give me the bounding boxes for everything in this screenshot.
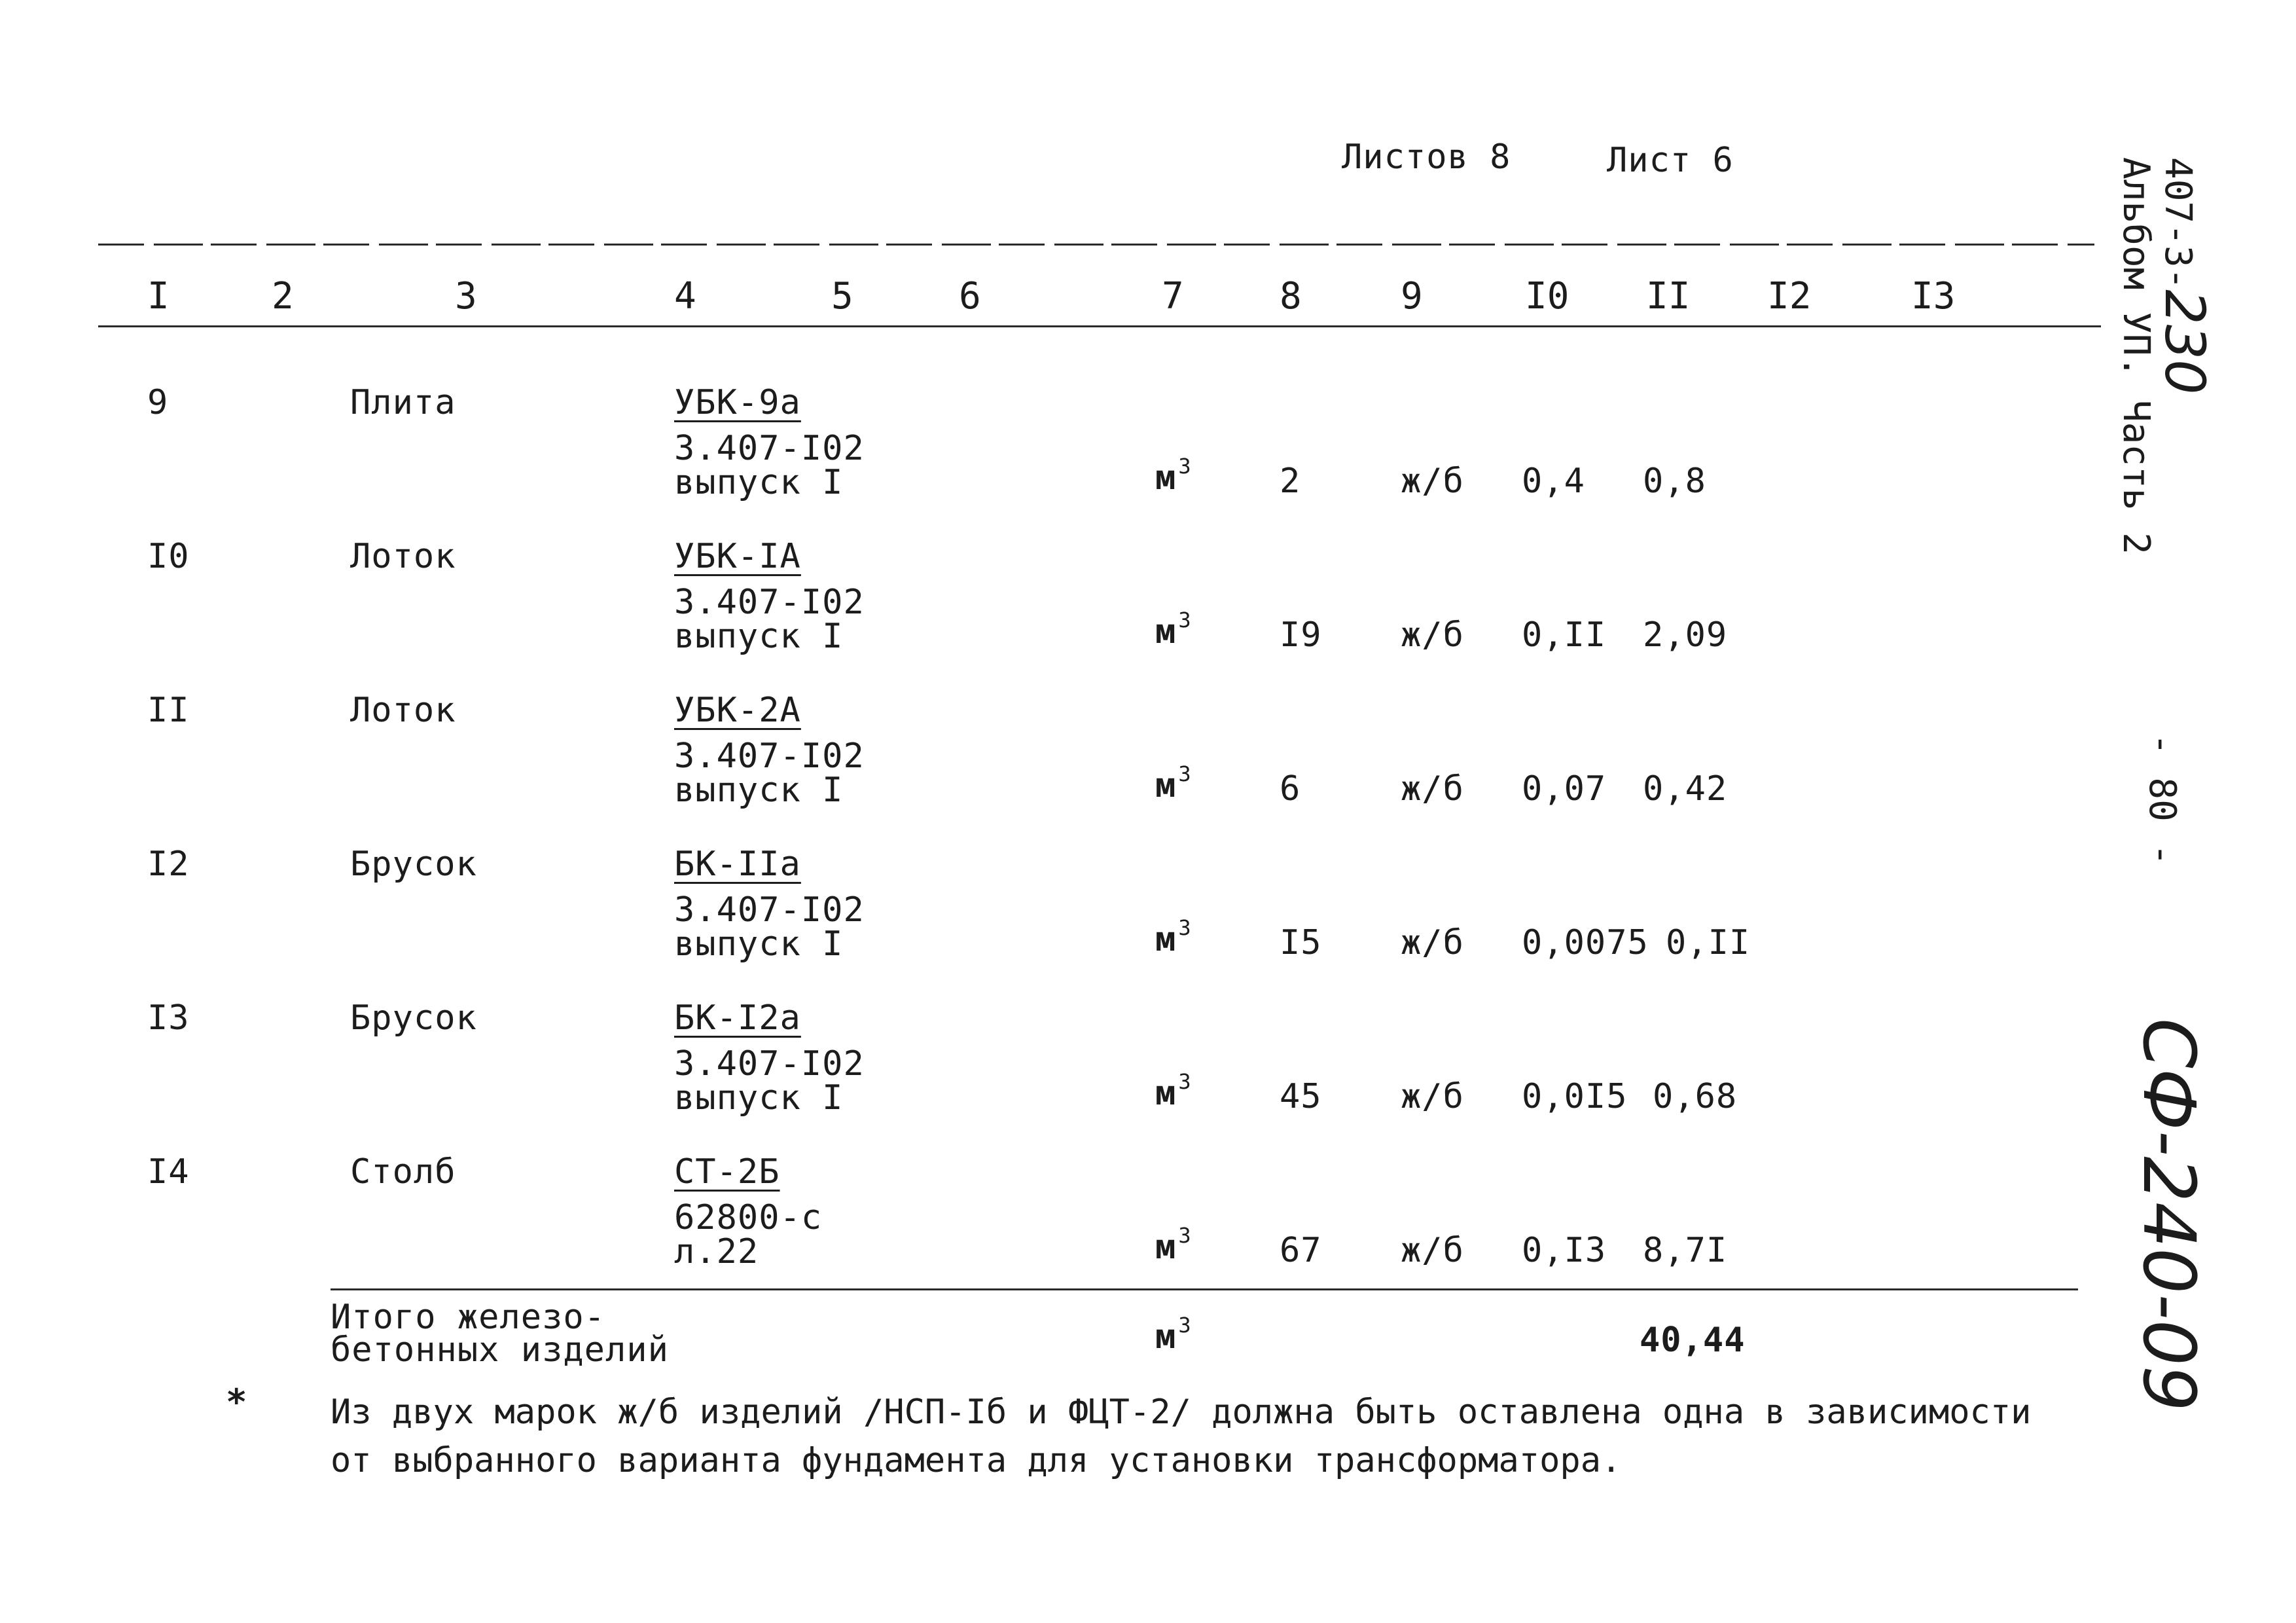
item-name: Брусок	[350, 998, 477, 1038]
item-reference: 62800-с	[674, 1198, 823, 1237]
column-header: I2	[1767, 275, 1812, 318]
item-material: ж/б	[1401, 923, 1464, 962]
item-issue: выпуск I	[674, 463, 844, 502]
row-number: 9	[147, 383, 169, 422]
item-code: УБК-IА	[674, 537, 801, 576]
item-unit-volume: 0,0I5	[1522, 1077, 1628, 1116]
item-issue: выпуск I	[674, 771, 844, 810]
item-reference: 3.407-I02	[674, 737, 865, 776]
item-unit-exponent: 3	[1178, 761, 1191, 786]
item-code: СТ-2Б	[674, 1152, 780, 1192]
column-header: 7	[1162, 275, 1184, 318]
item-total-volume: 0,II	[1666, 923, 1751, 962]
total-label-line1: Итого железо-	[331, 1298, 605, 1337]
item-total-volume: 0,42	[1643, 769, 1728, 809]
item-unit-exponent: 3	[1178, 1223, 1191, 1248]
row-number: I0	[147, 537, 190, 576]
item-unit	[1155, 915, 1191, 959]
item-reference: 3.407-I02	[674, 583, 865, 622]
item-material: ж/б	[1401, 462, 1464, 501]
item-issue: л.22	[674, 1232, 759, 1271]
sheets-total: Листов 8	[1342, 137, 1511, 177]
item-unit-volume: 0,II	[1522, 615, 1607, 655]
column-header: I	[147, 275, 170, 318]
item-name: Столб	[350, 1152, 456, 1192]
item-material: ж/б	[1401, 1231, 1464, 1270]
item-total-volume: 2,09	[1643, 615, 1728, 655]
total-label-line2: бетонных изделий	[331, 1330, 669, 1370]
item-reference: 3.407-I02	[674, 890, 865, 930]
footnote-mark: *	[226, 1381, 247, 1423]
item-unit-volume: 0,I3	[1522, 1231, 1607, 1270]
header-rule	[98, 325, 2101, 327]
column-header: 5	[831, 275, 853, 318]
item-reference: 3.407-I02	[674, 1044, 865, 1084]
column-header: 8	[1280, 275, 1302, 318]
footnote-line1: Из двух марок ж/б изделий /НСП-Iб и ФЦТ-2/ должна быть оставлена одна в зависимости	[331, 1393, 2032, 1432]
item-unit-base: м	[1155, 920, 1176, 959]
item-material: ж/б	[1401, 615, 1464, 655]
item-total-volume: 8,7I	[1643, 1231, 1728, 1270]
item-unit-base: м	[1155, 1074, 1176, 1113]
item-issue: выпуск I	[674, 617, 844, 656]
column-header: 4	[674, 275, 696, 318]
item-issue: выпуск I	[674, 924, 844, 964]
item-quantity: 6	[1280, 769, 1301, 809]
item-reference: 3.407-I02	[674, 429, 865, 468]
column-header: I3	[1911, 275, 1956, 318]
item-unit	[1155, 608, 1191, 651]
row-number: II	[147, 691, 190, 730]
item-name: Лоток	[350, 691, 456, 730]
total-unit: м $^3$	[1155, 1313, 1191, 1357]
sheet-number: Лист 6	[1607, 141, 1734, 180]
column-header: II	[1646, 275, 1691, 318]
item-unit-base: м	[1155, 1228, 1176, 1267]
item-quantity: I9	[1280, 615, 1322, 655]
item-unit-base: м	[1155, 612, 1176, 651]
item-unit-volume: 0,4	[1522, 462, 1585, 501]
item-name: Брусок	[350, 845, 477, 884]
item-code: УБК-2А	[674, 691, 801, 730]
item-code: УБК-9а	[674, 383, 801, 422]
column-header: 9	[1401, 275, 1423, 318]
item-unit-base: м	[1155, 458, 1176, 498]
top-dashed-rule	[98, 244, 2094, 246]
item-unit-exponent: 3	[1178, 608, 1191, 632]
page-number: - 80 -	[2141, 733, 2183, 866]
footnote-line2: от выбранного варианта фундамента для установки трансформатора.	[331, 1441, 1622, 1480]
column-header: 2	[272, 275, 294, 318]
item-unit-exponent: 3	[1178, 915, 1191, 940]
item-issue: выпуск I	[674, 1078, 844, 1118]
item-unit	[1155, 454, 1191, 498]
item-quantity: 45	[1280, 1077, 1322, 1116]
document-code-stamp: 407-3-230 Альбом УП. Часть 2	[2115, 157, 2217, 555]
item-total-volume: 0,8	[1643, 462, 1706, 501]
row-number: I4	[147, 1152, 190, 1192]
item-unit-exponent: 3	[1178, 1069, 1191, 1094]
total-value: 40,44	[1640, 1321, 1746, 1360]
item-quantity: 2	[1280, 462, 1301, 501]
column-header: 3	[455, 275, 477, 318]
item-name: Лоток	[350, 537, 456, 576]
item-unit-volume: 0,0075	[1522, 923, 1649, 962]
item-name: Плита	[350, 383, 456, 422]
column-header: I0	[1525, 275, 1570, 318]
item-unit-exponent: 3	[1178, 454, 1191, 479]
item-unit-volume: 0,07	[1522, 769, 1607, 809]
item-unit-base: м	[1155, 766, 1176, 805]
item-material: ж/б	[1401, 1077, 1464, 1116]
item-quantity: I5	[1280, 923, 1322, 962]
row-number: I2	[147, 845, 190, 884]
row-number: I3	[147, 998, 190, 1038]
item-quantity: 67	[1280, 1231, 1322, 1270]
item-unit	[1155, 1069, 1191, 1113]
item-unit	[1155, 761, 1191, 805]
item-material: ж/б	[1401, 769, 1464, 809]
item-total-volume: 0,68	[1653, 1077, 1738, 1116]
item-code: БК-IIа	[674, 845, 801, 884]
item-code: БК-I2а	[674, 998, 801, 1038]
total-rule	[331, 1288, 2078, 1290]
item-unit	[1155, 1223, 1191, 1267]
column-header: 6	[959, 275, 981, 318]
handwritten-code: СФ-240-09	[2127, 1018, 2211, 1412]
